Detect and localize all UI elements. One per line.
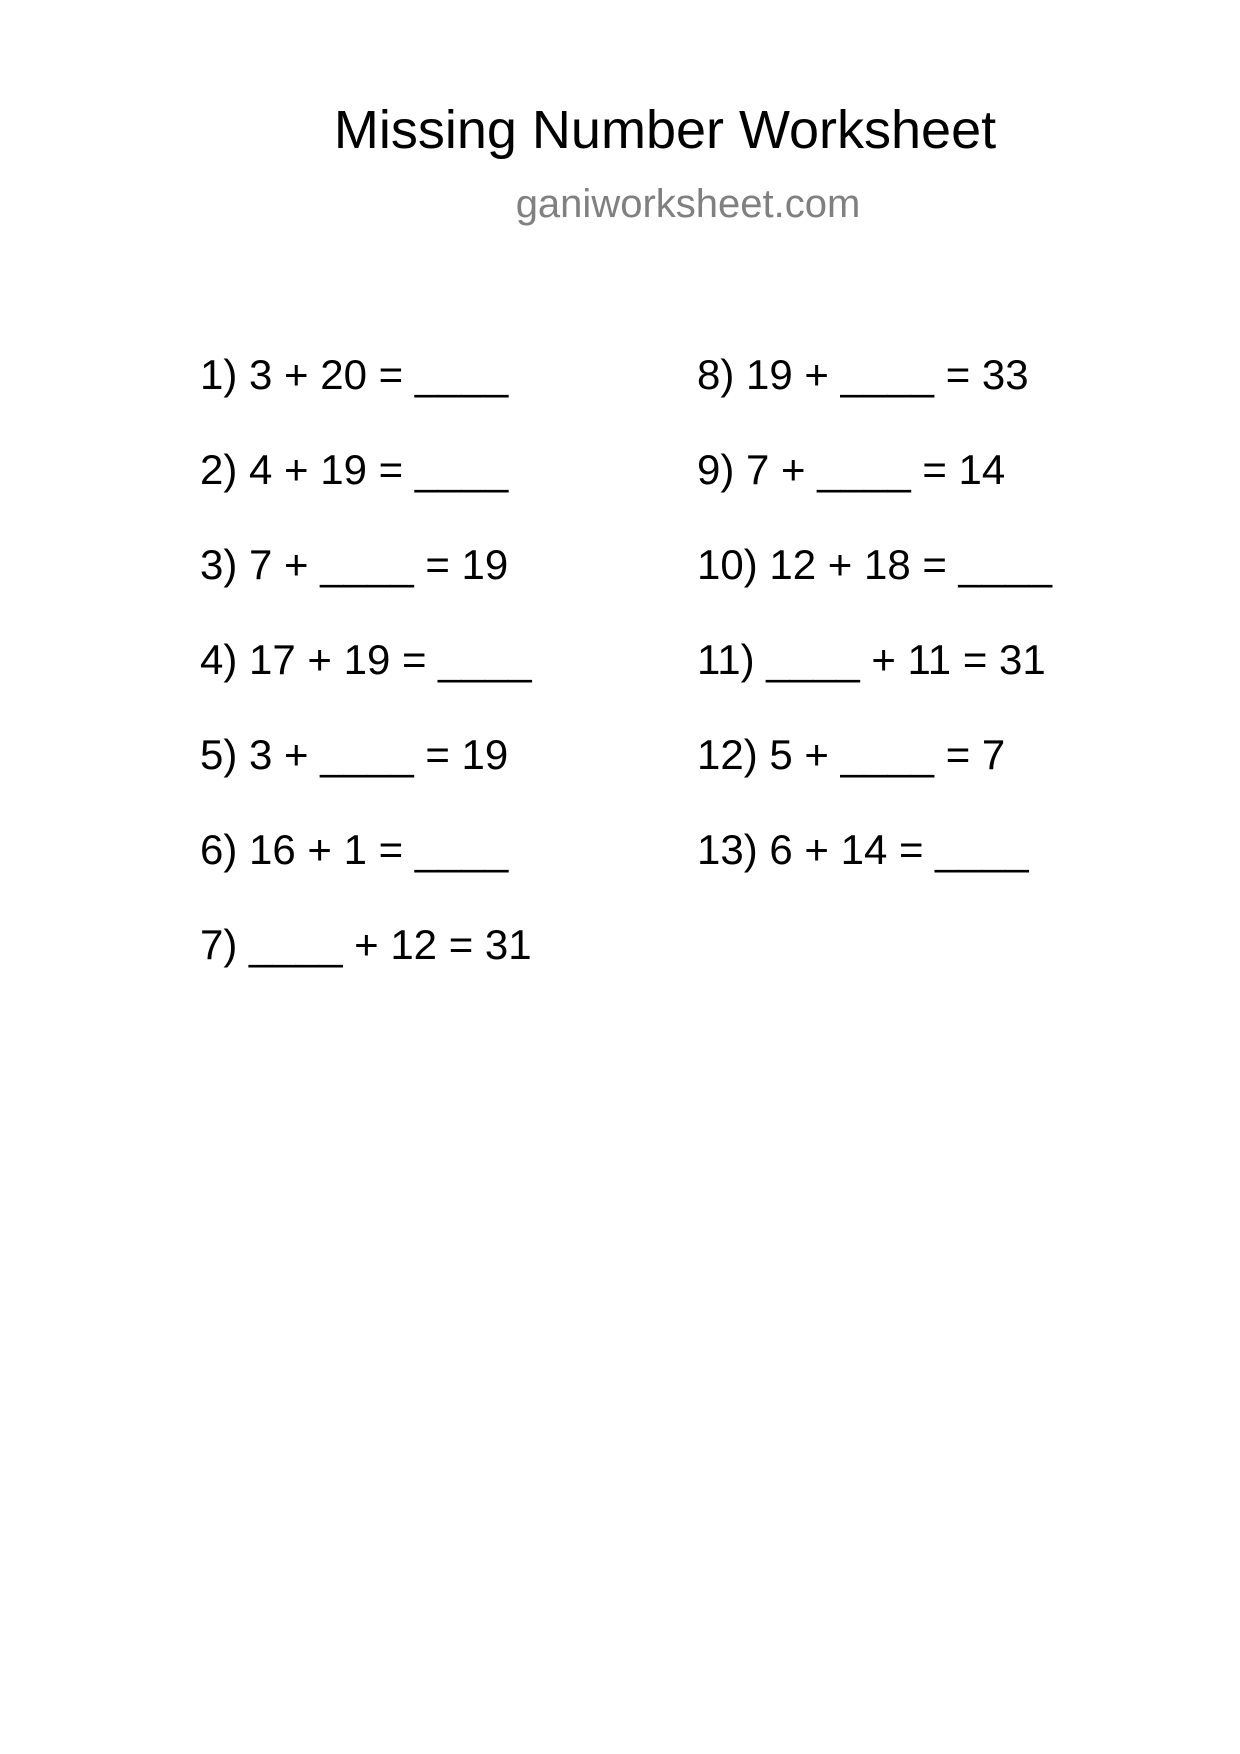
problem-item: 1) 3 + 20 = ____ xyxy=(200,351,509,398)
problem-item: 2) 4 + 19 = ____ xyxy=(200,446,509,493)
problem-item: 13) 6 + 14 = ____ xyxy=(697,826,1029,873)
problem-item: 8) 19 + ____ = 33 xyxy=(697,351,1029,398)
problem-item: 3) 7 + ____ = 19 xyxy=(200,541,509,588)
worksheet-title: Missing Number Worksheet xyxy=(333,100,997,160)
site-url: ganiworksheet.com xyxy=(515,182,861,226)
problem-item: 10) 12 + 18 = ____ xyxy=(697,541,1052,588)
problem-item: 4) 17 + 19 = ____ xyxy=(200,636,532,683)
problem-item: 9) 7 + ____ = 14 xyxy=(697,446,1006,493)
problem-item: 7) ____ + 12 = 31 xyxy=(200,921,532,968)
problem-item: 6) 16 + 1 = ____ xyxy=(200,826,509,873)
problem-item: 12) 5 + ____ = 7 xyxy=(697,731,1006,778)
problem-list-right xyxy=(697,350,1052,920)
problem-item: 11) ____ + 11 = 31 xyxy=(697,636,1046,683)
problem-list-left xyxy=(200,350,532,1015)
problem-item: 5) 3 + ____ = 19 xyxy=(200,731,509,778)
